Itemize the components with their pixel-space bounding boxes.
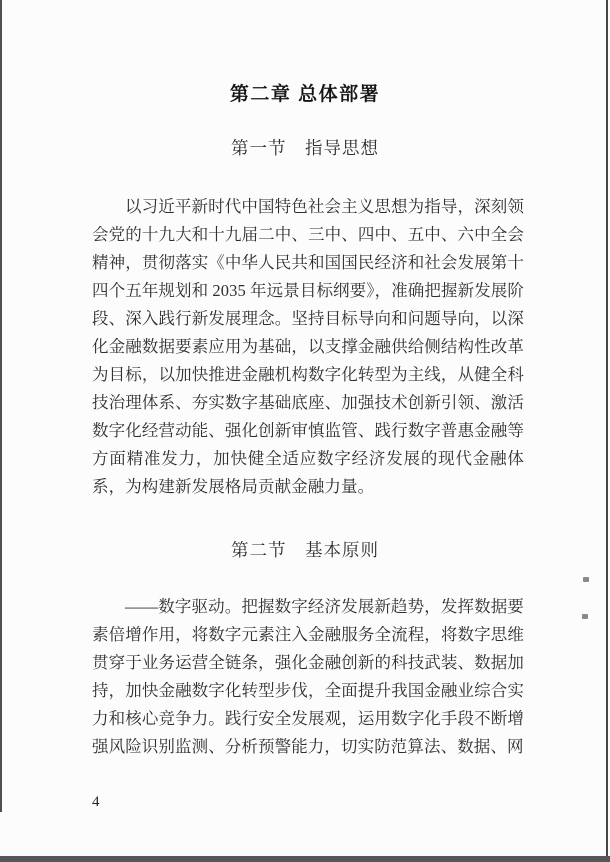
scan-speck-artifact bbox=[583, 577, 589, 582]
scan-edge-bottom-band bbox=[0, 856, 610, 862]
scan-speck-artifact bbox=[582, 614, 588, 619]
scan-edge-left-line bbox=[0, 0, 2, 812]
section-2-heading: 第二节 基本原则 bbox=[231, 540, 379, 560]
section-1-heading: 第一节 指导思想 bbox=[231, 138, 379, 158]
scan-edge-right-line bbox=[606, 0, 608, 857]
page-number: 4 bbox=[92, 794, 100, 810]
section-2-paragraph: ——数字驱动。把握数字经济发展新趋势，发挥数据要素倍增作用，将数字元素注入金融服务全流程，将数字思维贯穿于业务运营全链条，强化金融创新的科技武装、数据加持，加快金融数字化转型步伐，全面提升我国金融业综合实力和核心竞争力。践行安全发展观，运用数字化手段不断增强风险识别监测、分析预警能力，切实防范算法、数据、网 bbox=[92, 597, 524, 756]
chapter-title: 第二章 总体部署 bbox=[229, 84, 381, 105]
section-1-paragraph: 以习近平新时代中国特色社会主义思想为指导，深刻领会党的十九大和十九届二中、三中、四中、五中、六中全会精神，贯彻落实《中华人民共和国国民经济和社会发展第十四个五年规划和 2035 年远景目标纲要》，准确把握新发展阶段、深入践行新发展理念。坚持目标导向和问题导向，以深化金融数据要素应用为基础，以支撑金融供给侧结构性改革为目标，以加快推进金融机构数字化转型为主线，从健全科技治理体系、夯实数字基础底座、加强技术创新引领、激活数字化经营动能、强化创新审慎监管、践行数字普惠金融等方面精准发力，加快健全适应数字经济发展的现代金融体系，为构建新发展格局贡献金融力量。 bbox=[92, 197, 524, 496]
